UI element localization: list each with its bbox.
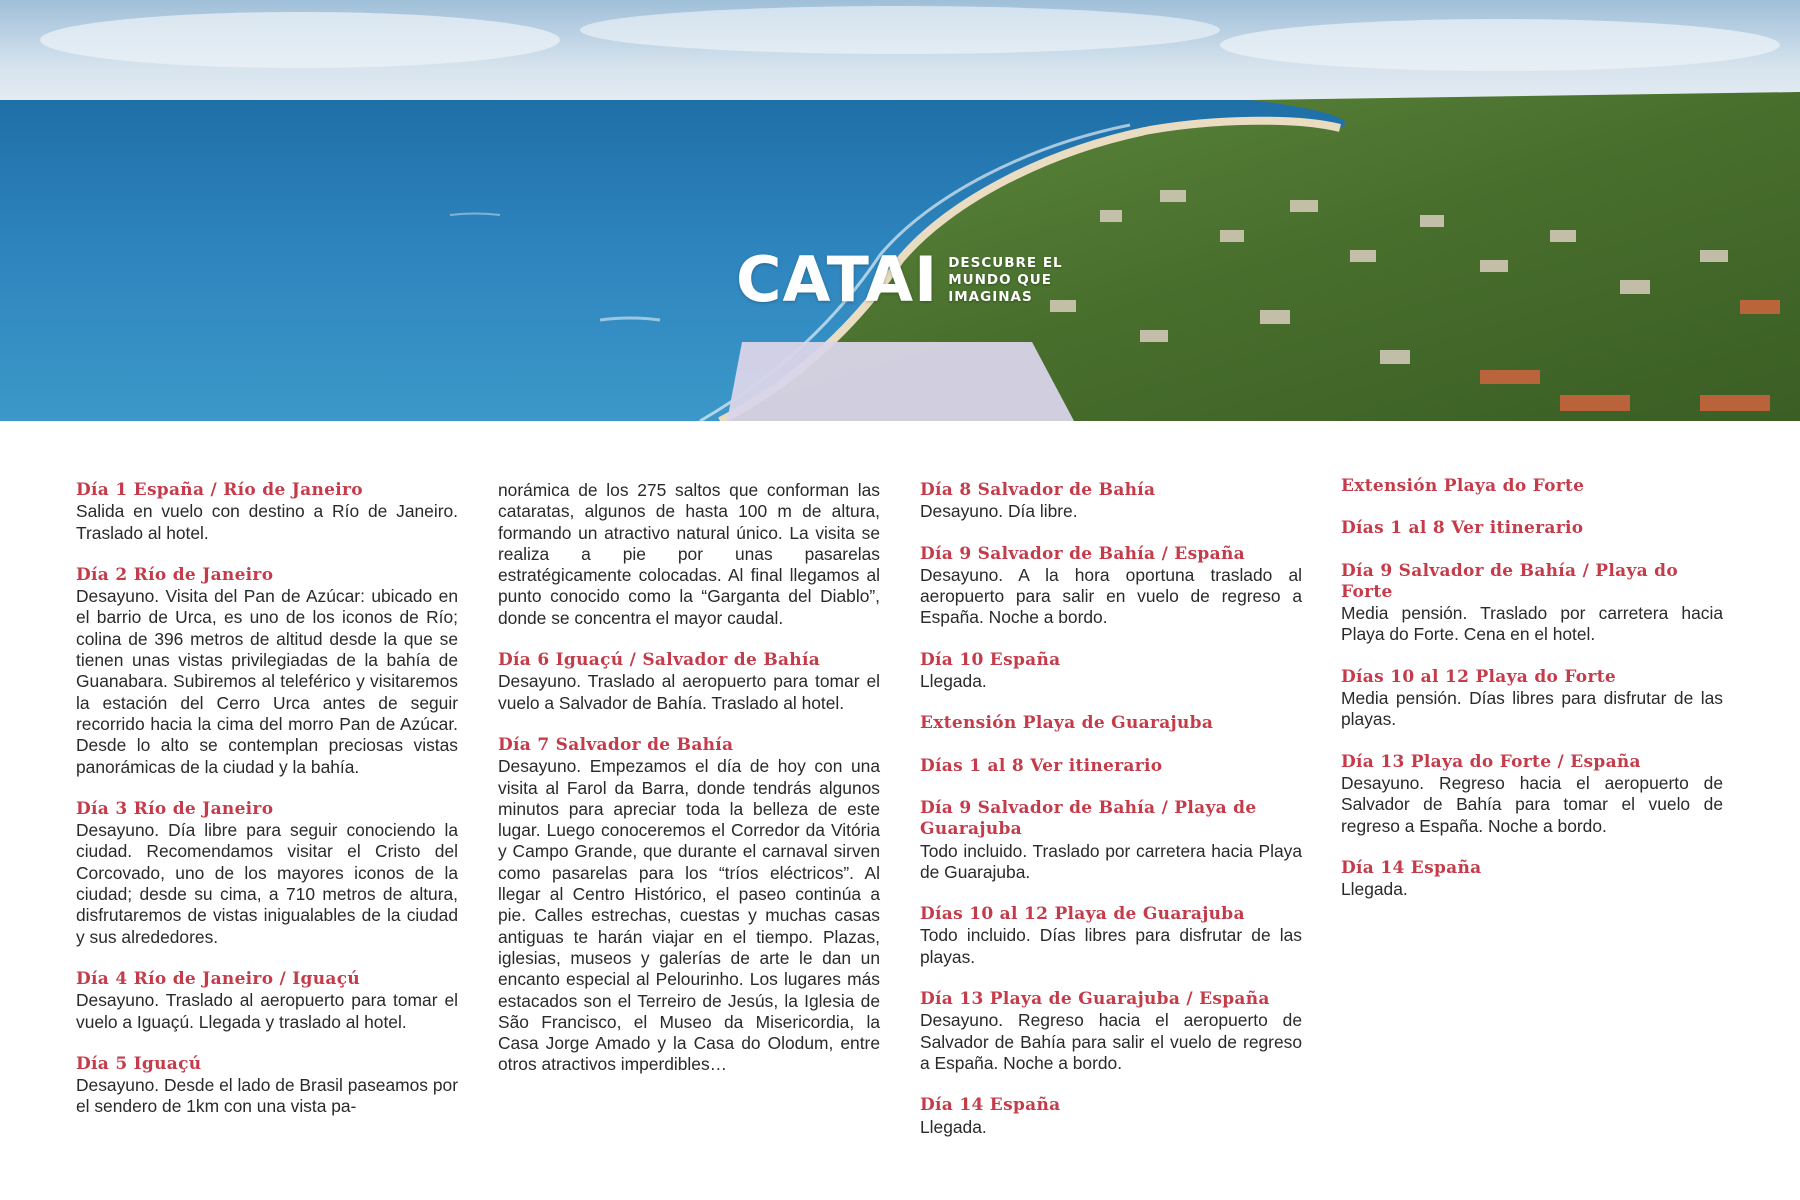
day-title: Día 9 Salvador de Bahía / Playa de Guarajuba	[920, 797, 1257, 840]
day-title: Día 5 Iguaçú	[76, 1053, 202, 1074]
day-description: Media pensión. Días libres para disfrutar de las playas.	[1341, 688, 1723, 730]
itinerary-day	[1341, 667, 1723, 731]
itinerary-day	[76, 480, 458, 544]
catai-logo	[736, 244, 1063, 316]
itinerary-column-4	[1341, 476, 1723, 921]
coastline-illustration	[0, 0, 1800, 421]
day-title: Día 8 Salvador de Bahía	[920, 480, 1156, 500]
itinerary-day	[1341, 752, 1723, 837]
itinerary-day	[920, 798, 1302, 883]
day-description: Todo incluido. Días libres para disfrutar de las playas.	[920, 925, 1302, 967]
day-description: Desayuno. Regreso hacia el aeropuerto de Salvador de Bahía para tomar el vuelo de regreso a España. Noche a bordo.	[1341, 772, 1723, 836]
itinerary-day	[920, 904, 1302, 968]
tagline-line: DESCUBRE EL	[948, 254, 1063, 271]
day-description: Desayuno. Día libre.	[920, 501, 1078, 522]
itinerary-day	[76, 969, 458, 1033]
day-description: Salida en vuelo con destino a Río de Janeiro. Traslado al hotel.	[76, 501, 458, 543]
day-description: Desayuno. Regreso hacia el aeropuerto de Salvador de Bahía para salir el vuelo de regreso a España. Noche a bordo.	[920, 1010, 1302, 1073]
itinerary-day	[76, 799, 458, 948]
itinerary-day	[920, 544, 1302, 629]
extension-title: Extensión Playa do Forte	[1341, 476, 1585, 496]
itinerary-column-2	[498, 480, 880, 1097]
itinerary-day	[76, 1054, 458, 1118]
day-title: Día 14 España	[920, 1095, 1061, 1116]
day-title: Día 7 Salvador de Bahía	[498, 734, 734, 755]
day-title: Día 2 Río de Janeiro	[76, 564, 274, 585]
day-title: Día 3 Río de Janeiro	[76, 798, 274, 819]
day-title: Día 14 España	[1341, 857, 1482, 878]
tagline-line: MUNDO QUE	[948, 271, 1052, 288]
day-description: Desayuno. Empezamos el día de hoy con una visita al Farol da Barra, donde tendrás algunos minutos para apreciar toda la belleza de este lugar. Luego conoceremos el Corredor da Vitória y Campo Grande, que durante el carnaval sirven como pasarelas para los “tríos eléctricos”. Al llegar al Centro Histórico, el paseo continúa a pie. Calles estrechas, cuestas y muchas casas antiguas te harán viajar en el tiempo. Plazas, iglesias, museos y galerías de arte le dan un encanto especial al Pelourinho. Los lugares más estacados son el Terreiro de Jesús, la Iglesia de São Francisco, el Museo da Misericordia, la Casa Jorge Amado y la Casa do Olodum, entre otros atractivos imperdibles…	[498, 756, 880, 1075]
day-description: Desayuno. Traslado al aeropuerto para tomar el vuelo a Salvador de Bahía. Traslado al hotel.	[498, 671, 880, 713]
day-description: norámica de los 275 saltos que conforman las cataratas, algunos de hasta 100 m de altura, formando un atractivo natural único. La visita se realiza a pie por unas pasarelas estratégicamente colocadas. Al final llegamos al punto conocido como la “Garganta del Diablo”, donde se concentra el mayor caudal.	[498, 480, 880, 628]
day-description: Todo incluido. Traslado por carretera hacia Playa de Guarajuba.	[920, 840, 1302, 882]
itinerary-day	[498, 650, 880, 714]
itinerary-day	[920, 989, 1302, 1074]
day-description: Media pensión. Traslado por carretera hacia Playa do Forte. Cena en el hotel.	[1341, 603, 1723, 645]
day-title: Día 10 España	[920, 649, 1061, 670]
day-description: Desayuno. Día libre para seguir conociendo la ciudad. Recomendamos visitar el Cristo del Corcovado, uno de los mayores iconos de la ciudad; desde su cima, a 710 metros de altura, disfrutaremos de vistas inigualables de la ciudad y sus alrededores.	[76, 820, 458, 947]
day-title: Día 6 Iguaçú / Salvador de Bahía	[498, 650, 821, 671]
itinerary-column-3	[920, 480, 1302, 1159]
itinerary-column-1	[76, 480, 458, 1139]
itinerary-day	[920, 650, 1302, 693]
extension-title: Extensión Playa de Guarajuba	[920, 713, 1214, 734]
itinerary-day	[1341, 561, 1723, 646]
day-description: Desayuno. Visita del Pan de Azúcar: ubicado en el barrio de Urca, es uno de los iconos de Río; colina de 396 metros de altitud desde la que se tienen unas vistas privilegiadas de la bahía de Guanabara. Subiremos al teleférico y visitaremos la estación del Cerro Urca antes de seguir recorrido hacia la cima del morro Pan de Azúcar. Desde lo alto se contemplan preciosas vistas panorámicas de la ciudad y la bahía.	[76, 586, 458, 777]
day-title: Día 4 Río de Janeiro / Iguaçú	[76, 968, 361, 989]
day-title: Día 1 España / Río de Janeiro	[76, 480, 363, 500]
logo-wordmark: CATAI	[736, 243, 939, 316]
day-description: Desayuno. Desde el lado de Brasil paseamos por el sendero de 1km con una vista pa-	[76, 1075, 458, 1117]
day-description: Llegada.	[920, 671, 987, 692]
tagline-line: IMAGINAS	[948, 288, 1033, 305]
itinerary-day-continuation	[498, 480, 880, 629]
day-description: Desayuno. Traslado al aeropuerto para tomar el vuelo a Iguaçú. Llegada y traslado al hotel.	[76, 990, 458, 1032]
logo-tagline	[948, 255, 1062, 306]
day-description: Llegada.	[1341, 879, 1408, 900]
day-title: Días 10 al 12 Playa do Forte	[1341, 666, 1616, 687]
itinerary-day	[920, 480, 1302, 523]
extension-itinerary-note: Días 1 al 8 Ver itinerario	[1341, 518, 1584, 539]
day-title: Día 13 Playa do Forte / España	[1341, 751, 1641, 772]
hero-photo	[0, 0, 1800, 421]
day-title: Día 9 Salvador de Bahía / España	[920, 543, 1245, 564]
day-description: Desayuno. A la hora oportuna traslado al aeropuerto para salir en vuelo de regreso a España. Noche a bordo.	[920, 564, 1302, 628]
extension-itinerary-note: Días 1 al 8 Ver itinerario	[920, 755, 1163, 776]
itinerary-day	[920, 1095, 1302, 1138]
day-description: Llegada.	[920, 1116, 987, 1137]
itinerary-day	[1341, 858, 1723, 901]
itinerary-day	[76, 565, 458, 778]
day-title: Día 9 Salvador de Bahía / Playa do Forte	[1341, 560, 1679, 602]
itinerary-day	[498, 735, 880, 1076]
day-title: Días 10 al 12 Playa de Guarajuba	[920, 904, 1245, 925]
day-title: Día 13 Playa de Guarajuba / España	[920, 989, 1270, 1010]
